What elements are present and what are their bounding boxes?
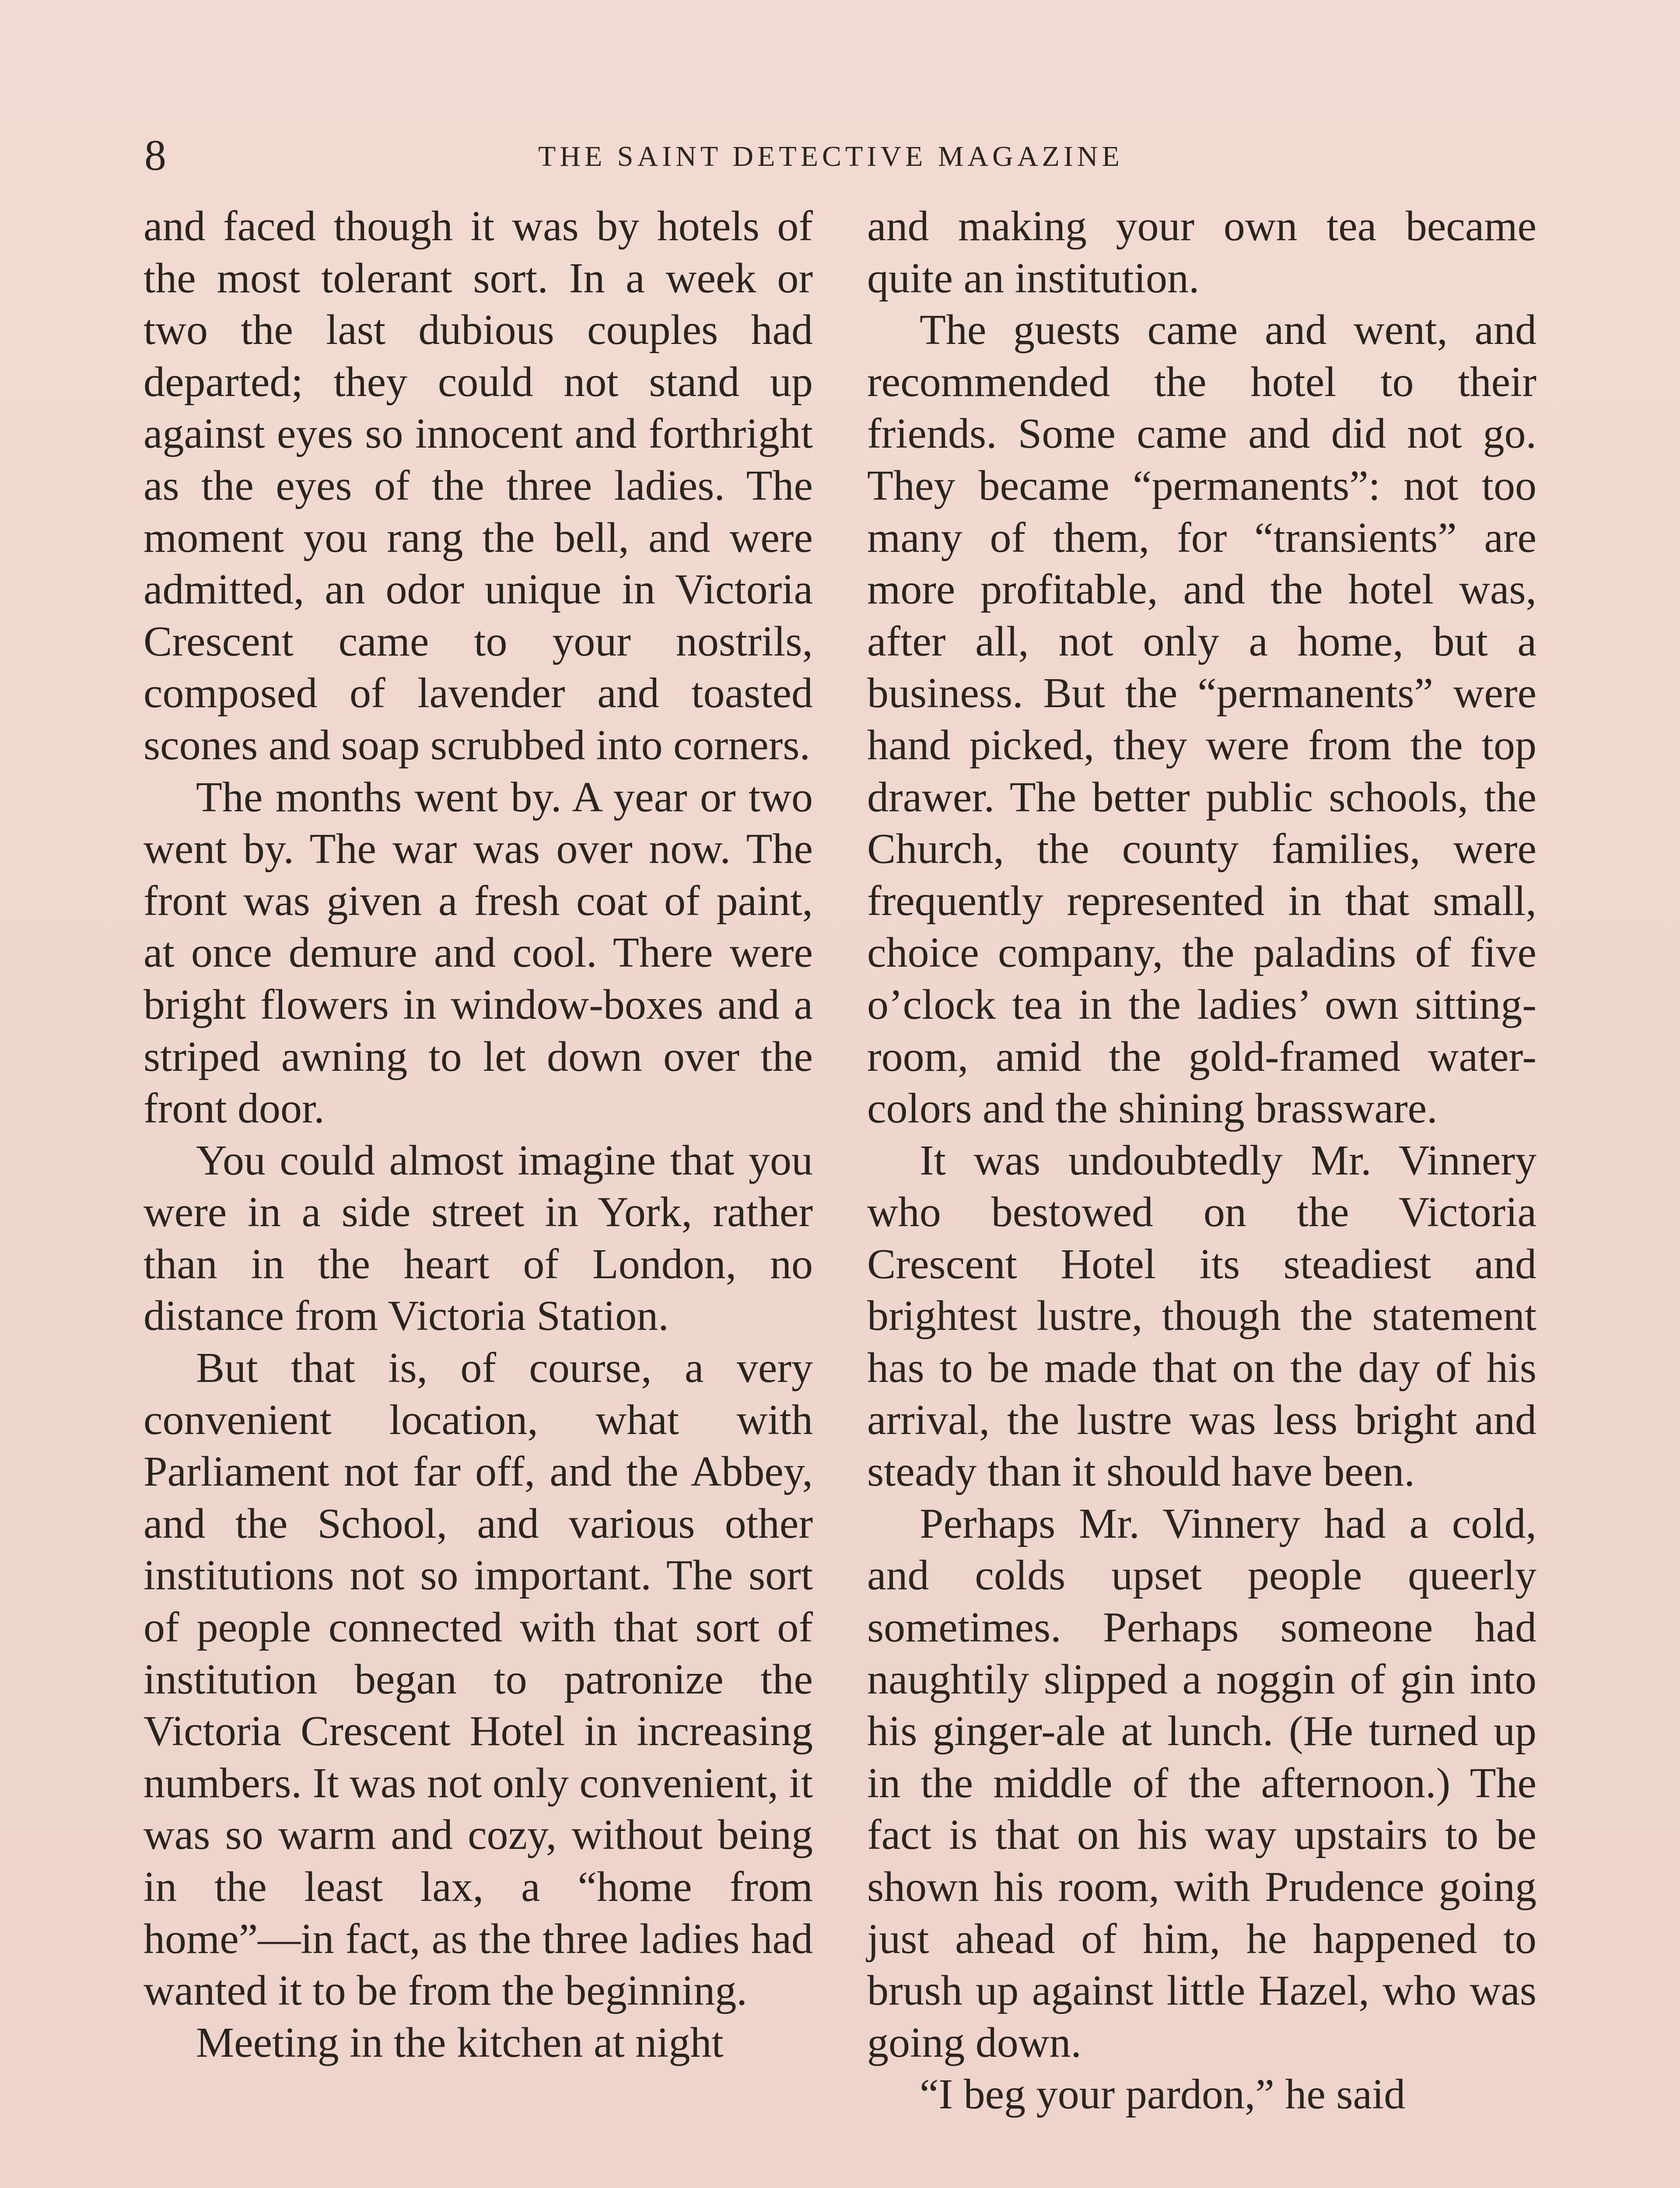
- left-column: [144, 200, 813, 2069]
- paragraph: The months went by. A year or two went by. The war was over now. The front was given a fresh coat of paint, at once demure and cool. There were bright flowers in window-boxes and a striped awning to let down over the front door.: [144, 773, 813, 1133]
- right-column: [867, 200, 1536, 2121]
- page-header: [144, 131, 1544, 179]
- page-number: 8: [144, 131, 166, 179]
- paragraph: Perhaps Mr. Vinnery had a cold, and colds upset people queerly sometimes. Perhaps someone had naughtily slipped a noggin of gin into his ginger-ale at lunch. (He turned up in the middle of the afternoon.) The fact is that on his way upstairs to be shown his room, with Prudence going just ahead of him, he happened to brush up against little Hazel, who was going down.: [867, 1500, 1536, 2066]
- paragraph: You could almost imagine that you were in a side street in York, rather than in the heart of London, no distance from Victoria Station.: [144, 1136, 813, 1340]
- paragraph: It was undoubtedly Mr. Vinnery who bestowed on the Victoria Crescent Hotel its steadiest and brightest lustre, though the statement has to be made that on the day of his arrival, the lustre was less bright and steady than it should have been.: [867, 1136, 1536, 1496]
- paragraph: Meeting in the kitchen at night: [196, 2019, 724, 2066]
- paragraph: and making your own tea became quite an institution.: [867, 203, 1536, 302]
- running-head: THE SAINT DETECTIVE MAGAZINE: [538, 140, 1124, 172]
- paragraph: and faced though it was by hotels of the most tolerant sort. In a week or two the last dubious couples had departed; they could not stand up against eyes so innocent and forthright as the eyes of the three ladies. The moment you rang the bell, and were admitted, an odor unique in Victoria Crescent came to your nostrils, composed of lavender and toasted scones and soap scrubbed into corners.: [144, 203, 813, 769]
- paragraph: But that is, of course, a very convenient location, what with Parliament not far off, and the Abbey, and the School, and various other institutions not so important. The sort of people connected with that sort of institution began to patronize the Victoria Crescent Hotel in increasing numbers. It was not only convenient, it was so warm and cozy, without being in the least lax, a “home from home”—in fact, as the three ladies had wanted it to be from the beginning.: [144, 1344, 813, 2015]
- paragraph: “I beg your pardon,” he said: [920, 2071, 1406, 2118]
- paragraph: The guests came and went, and recommended the hotel to their friends. Some came and did not go. They became “permanents”: not too many of them, for “transients” are more profitable, and the hotel was, after all, not only a home, but a business. But the “permanents” were hand picked, they were from the top drawer. The better public schools, the Church, the county families, were frequently represented in that small, choice company, the paladins of five o’clock tea in the ladies’ own sitting-room, amid the gold-framed water-colors and the shining brassware.: [867, 306, 1536, 1133]
